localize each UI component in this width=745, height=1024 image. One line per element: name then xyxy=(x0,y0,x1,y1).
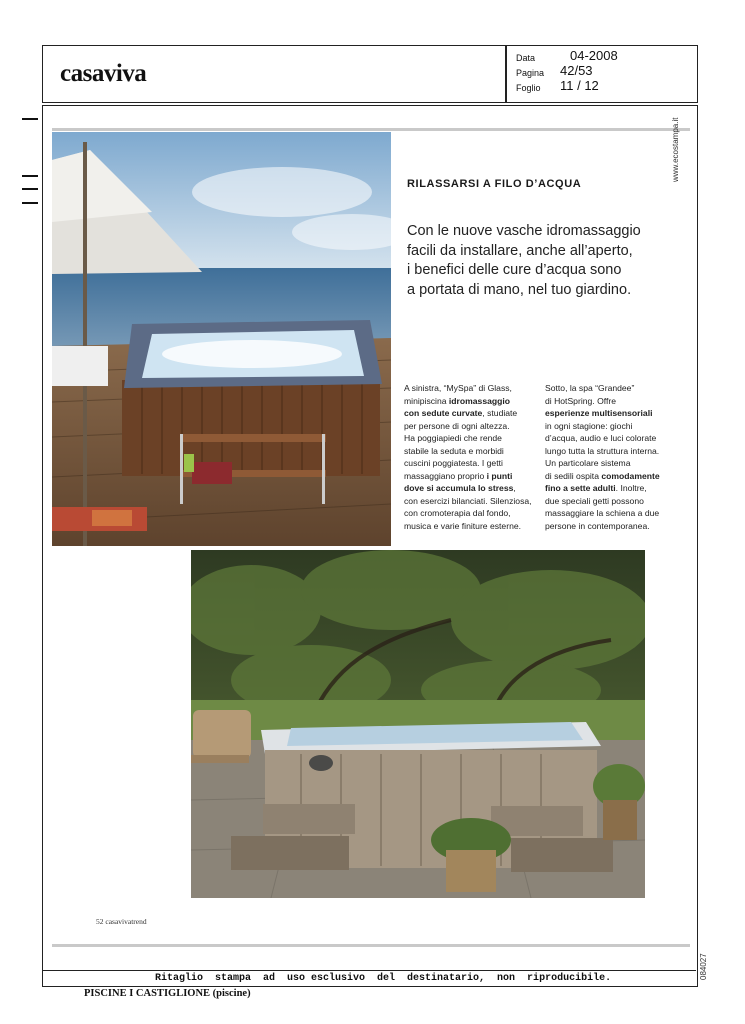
caption-line: di HotSpring. Offre xyxy=(545,395,617,406)
caption-line: massaggiare la schiena a due xyxy=(545,508,660,518)
source-label: PISCINE I CASTIGLIONE (piscine) xyxy=(84,988,251,999)
meta-label-pagina: Pagina xyxy=(516,68,545,78)
caption-line: lungo tutta la struttura interna. xyxy=(545,445,660,456)
margin-mark xyxy=(22,175,38,177)
margin-mark xyxy=(22,188,38,190)
lead-line: facili da installare, anche all’aperto, xyxy=(407,242,633,259)
photo-grandee-garden xyxy=(191,550,645,898)
scan-edge-top xyxy=(52,128,690,131)
caption-line: stabile la seduta e morbidi xyxy=(404,445,504,456)
publication-logo: casaviva xyxy=(60,60,147,87)
article-headline: RILASSARSI A FILO D’ACQUA xyxy=(407,178,582,190)
caption-column-left xyxy=(404,382,532,532)
caption-line: fino a sette adulti. Inoltre, xyxy=(545,483,647,493)
caption-line: Un particolare sistema xyxy=(545,458,631,468)
caption-line: dove si accumula lo stress, xyxy=(404,483,516,493)
caption-line: in ogni stagione: giochi xyxy=(545,420,633,431)
caption-line: musica e varie finiture esterne. xyxy=(404,520,522,531)
myspa-photo-illustration xyxy=(52,132,391,546)
footer-rule xyxy=(42,970,696,971)
meta-value-foglio: 11 / 12 xyxy=(560,78,599,93)
caption-line: per persone di ogni altezza. xyxy=(404,420,510,431)
caption-line: con esercizi bilanciati. Silenziosa, xyxy=(404,495,532,506)
page-folio: 52 casavivatrend xyxy=(96,917,147,926)
margin-mark xyxy=(22,118,38,120)
scan-edge-bottom xyxy=(52,944,690,947)
caption-line: cuscini poggiatesta. I getti xyxy=(404,458,503,468)
caption-line: persone in contemporanea. xyxy=(545,520,650,531)
caption-line: Sotto, la spa “Grandee” xyxy=(545,383,635,393)
meta-label-data: Data xyxy=(516,53,536,63)
caption-line: con sedute curvate, studiate xyxy=(404,408,518,418)
caption-line: d’acqua, audio e luci colorate xyxy=(545,433,657,443)
caption-line: minipiscina idromassaggio xyxy=(404,395,511,406)
copyright-notice: Ritaglio stampa ad uso esclusivo del destinatario, non riproducibile. xyxy=(155,973,612,984)
caption-line: due speciali getti possono xyxy=(545,495,644,506)
caption-line: Ha poggiapiedi che rende xyxy=(404,433,502,443)
lead-line: a portata di mano, nel tuo giardino. xyxy=(407,281,632,298)
caption-line: di sedili ospita comodamente xyxy=(545,470,660,481)
margin-mark xyxy=(22,202,38,204)
lead-line: i benefici delle cure d’acqua sono xyxy=(407,262,622,278)
side-code: 084027 xyxy=(699,953,708,980)
caption-line: A sinistra, “MySpa” di Glass, xyxy=(404,383,512,393)
meta-label-foglio: Foglio xyxy=(516,83,541,93)
side-url: www.ecostampa.it xyxy=(671,117,680,182)
caption-line: massaggiano proprio i punti xyxy=(404,470,513,481)
grandee-photo-illustration xyxy=(191,550,645,898)
lead-line: Con le nuove vasche idromassaggio xyxy=(407,223,641,239)
article-lead xyxy=(407,222,677,300)
meta-value-data: 04-2008 xyxy=(570,48,618,63)
meta-value-pagina: 42/53 xyxy=(560,63,593,78)
caption-column-right xyxy=(545,382,660,532)
photo-myspa-deck xyxy=(52,132,391,546)
caption-line: con cromoterapia dal fondo, xyxy=(404,508,511,518)
caption-line: esperienze multisensoriali xyxy=(545,408,653,418)
